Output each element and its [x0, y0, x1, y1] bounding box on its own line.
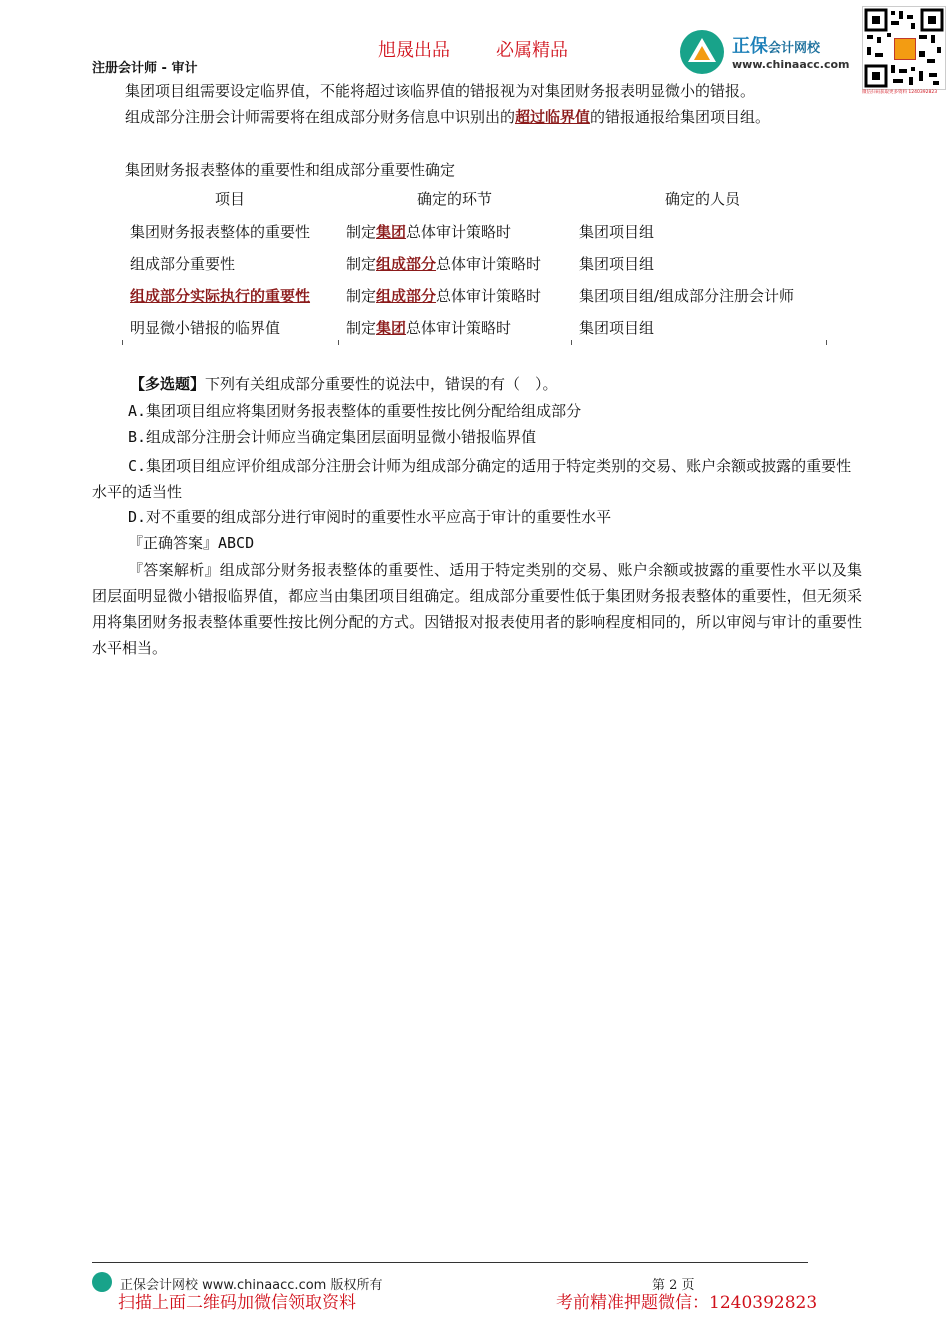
cell-stage: [338, 279, 571, 311]
stage-post: 总体审计策略时: [436, 286, 542, 305]
logo-name: 正保: [732, 36, 768, 57]
cell-item: 明显微小错报的临界值: [130, 318, 281, 337]
stage-post: 总体审计策略时: [406, 222, 512, 241]
col-header-item: 项目: [214, 189, 245, 208]
cell-person: 集团项目组: [579, 254, 655, 273]
table-corner-mark: [826, 340, 827, 345]
brand-slogan-right: 必属精品: [496, 40, 568, 61]
cell-stage: [338, 247, 571, 279]
logo-sub: 会计网校: [768, 41, 821, 56]
qr-code-icon: [862, 6, 946, 90]
question-text: 下列有关组成部分重要性的说法中，错误的有（ ）。: [205, 375, 558, 393]
highlight-exceed-threshold: 超过临界值: [515, 108, 591, 126]
cell-item: 组成部分重要性: [130, 254, 236, 273]
brand-slogan-left: 旭晟出品: [378, 40, 450, 61]
table-header-row: [122, 181, 834, 215]
stage-post: 总体审计策略时: [436, 254, 542, 273]
cell-person: 集团项目组: [579, 318, 655, 337]
stage-pre: 制定: [346, 254, 377, 273]
option-d: D.对不重要的组成部分进行审阅时的重要性水平应高于审计的重要性水平: [128, 508, 612, 526]
chinaacc-logo: [680, 30, 860, 80]
table-corner-mark: [338, 340, 339, 345]
table-row: [122, 311, 834, 343]
table-corner-mark: [571, 340, 572, 345]
qr-caption: 微信扫码获取更多资料 1240392823: [862, 90, 938, 95]
qr-center-badge: [894, 38, 916, 60]
footer-copyright: 正保会计网校 www.chinaacc.com 版权所有: [120, 1278, 383, 1293]
col-header-stage: 确定的环节: [416, 189, 492, 208]
option-b: B.组成部分注册会计师应当确定集团层面明显微小错报临界值: [128, 428, 537, 446]
table-row: [122, 215, 834, 247]
stage-pre: 制定: [346, 318, 377, 337]
paragraph-report-post: 的错报通报给集团项目组。: [590, 108, 771, 126]
question-type: 【多选题】: [130, 375, 206, 393]
stage-highlight: 组成部分: [376, 254, 437, 273]
logo-text: [732, 32, 820, 58]
correct-answer: 『正确答案』ABCD: [128, 534, 255, 552]
stage-highlight: 组成部分: [376, 286, 437, 305]
logo-url: www.chinaacc.com: [732, 58, 850, 71]
cell-person: 集团项目组: [579, 222, 655, 241]
stage-pre: 制定: [346, 222, 377, 241]
stage-highlight: 集团: [376, 222, 407, 241]
stage-post: 总体审计策略时: [406, 318, 512, 337]
table-title: 集团财务报表整体的重要性和组成部分重要性确定: [125, 161, 456, 179]
promo-left: 扫描上面二维码加微信领取资料: [118, 1293, 356, 1313]
footer-divider: [92, 1262, 808, 1263]
footer-logo-icon: [92, 1272, 112, 1292]
cell-stage: [338, 311, 571, 343]
question-stem: [130, 373, 558, 394]
table-row: [122, 279, 834, 311]
option-c: C.集团项目组应评价组成部分注册会计师为组成部分确定的适用于特定类别的交易、账户余额或披露的重要性水平的适当性: [92, 457, 852, 501]
document-title: 注册会计师 - 审计: [92, 61, 198, 76]
answer-analysis: 『答案解析』组成部分财务报表整体的重要性、适用于特定类别的交易、账户余额或披露的重要性水平以及集团层面明显微小错报临界值，都应当由集团项目组确定。组成部分重要性低于集团财务报表整体的重要性，但无须采用将集团财务报表整体重要性按比例分配的方式。因错报对报表使用者的影响程度相同的，所以审阅与审计的重要性水平相当。: [92, 561, 862, 657]
col-header-person: 确定的人员: [664, 189, 740, 208]
cell-item: 集团财务报表整体的重要性: [130, 222, 311, 241]
logo-mark-icon: [680, 30, 724, 74]
item-highlight: 组成部分实际执行的重要性: [130, 286, 311, 305]
paragraph-report-pre: 组成部分注册会计师需要将在组成部分财务信息中识别出的: [125, 108, 516, 126]
promo-right: 考前精准押题微信：1240392823: [556, 1293, 818, 1313]
cell-item: [122, 279, 338, 311]
page-number: 第 2 页: [652, 1278, 695, 1293]
stage-pre: 制定: [346, 286, 377, 305]
table-corner-mark: [122, 340, 123, 345]
materiality-table: [122, 181, 834, 343]
paragraph-threshold: 集团项目组需要设定临界值，不能将超过该临界值的错报视为对集团财务报表明显微小的错报。: [125, 82, 756, 100]
option-a: A.集团项目组应将集团财务报表整体的重要性按比例分配给组成部分: [128, 402, 582, 420]
paragraph-report: [125, 106, 770, 127]
cell-person: 集团项目组/组成部分注册会计师: [579, 286, 795, 305]
cell-stage: [338, 215, 571, 247]
stage-highlight: 集团: [376, 318, 407, 337]
table-row: [122, 247, 834, 279]
